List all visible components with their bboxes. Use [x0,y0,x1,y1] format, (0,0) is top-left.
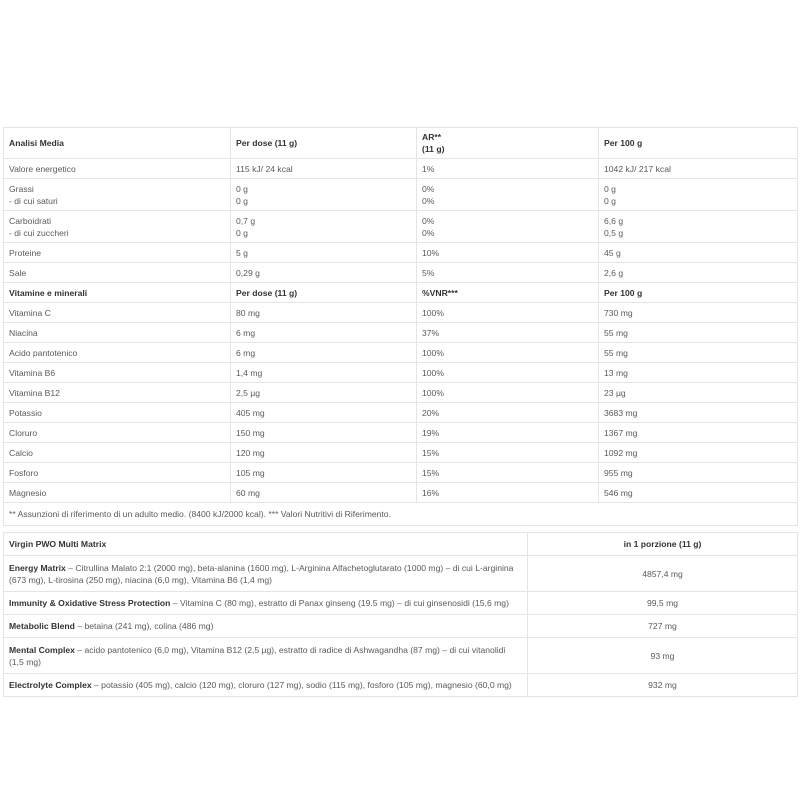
header-ar: AR** (11 g) [417,128,599,159]
vitamin-dose: 405 mg [231,403,417,423]
matrix-ingredients: – Vitamina C (80 mg), estratto di Panax ginseng (19.5 mg) – di cui ginsenosidi (15,6 mg) [170,598,509,608]
header-vitamins: Vitamine e minerali [4,283,231,303]
table-row [4,403,798,423]
vitamin-vnr: 100% [417,383,599,403]
nutrient-per100: 0 g 0 g [599,179,798,211]
vitamin-per100: 730 mg [599,303,798,323]
nutrient-dose: 0,29 g [231,263,417,283]
header-per-100g: Per 100 g [599,283,798,303]
nutrient-per100: 2,6 g [599,263,798,283]
header-per-100g: Per 100 g [599,128,798,159]
table-row [4,243,798,263]
matrix-description [4,556,528,592]
table-row [4,556,798,592]
vitamin-dose: 1,4 mg [231,363,417,383]
nutrition-header-row [4,128,798,159]
nutrient-label: Valore energetico [4,159,231,179]
matrix-ingredients: – betaina (241 mg), colina (486 mg) [74,621,214,631]
vitamin-per100: 546 mg [599,483,798,503]
header-per-dose: Per dose (11 g) [231,283,417,303]
matrix-description [4,615,528,638]
table-row [4,423,798,443]
nutrient-dose: 0 g 0 g [231,179,417,211]
table-row [4,483,798,503]
matrix-name: Metabolic Blend [9,621,75,631]
vitamin-label: Potassio [4,403,231,423]
vitamin-dose: 60 mg [231,483,417,503]
nutrient-ar: 5% [417,263,599,283]
table-row [4,443,798,463]
vitamin-per100: 1092 mg [599,443,798,463]
vitamin-label: Acido pantotenico [4,343,231,363]
nutrient-per100: 45 g [599,243,798,263]
vitamin-per100: 55 mg [599,323,798,343]
vitamin-per100: 3683 mg [599,403,798,423]
table-row [4,615,798,638]
vitamin-label: Calcio [4,443,231,463]
vitamin-vnr: 15% [417,443,599,463]
vitamin-label: Cloruro [4,423,231,443]
vitamin-dose: 6 mg [231,343,417,363]
vitamin-dose: 105 mg [231,463,417,483]
matrix-value: 99,5 mg [528,592,798,615]
matrix-name: Immunity & Oxidative Stress Protection [9,598,171,608]
matrix-ingredients: – potassio (405 mg), calcio (120 mg), cloruro (127 mg), sodio (115 mg), fosforo (105 mg), magnesio (60,0 mg) [91,680,512,690]
nutrient-dose: 0,7 g 0 g [231,211,417,243]
table-row [4,463,798,483]
matrix-table [3,532,798,697]
matrix-name: Energy Matrix [9,562,66,573]
nutrient-label: Carboidrati - di cui zuccheri [4,211,231,243]
vitamin-label: Vitamina B6 [4,363,231,383]
vitamin-vnr: 37% [417,323,599,343]
table-row [4,383,798,403]
vitamin-vnr: 16% [417,483,599,503]
matrix-value: 93 mg [528,638,798,674]
nutrient-ar: 10% [417,243,599,263]
table-row [4,674,798,697]
table-row [4,592,798,615]
vitamin-label: Niacina [4,323,231,343]
vitamin-vnr: 19% [417,423,599,443]
vitamin-dose: 120 mg [231,443,417,463]
vitamin-label: Vitamina B12 [4,383,231,403]
table-row [4,303,798,323]
matrix-name: Mental Complex [9,644,75,655]
matrix-description [4,674,528,697]
matrix-description [4,638,528,674]
nutrient-ar: 1% [417,159,599,179]
vitamin-vnr: 100% [417,343,599,363]
nutrient-label: Proteine [4,243,231,263]
header-analysis: Analisi Media [4,128,231,159]
vitamin-label: Fosforo [4,463,231,483]
vitamin-vnr: 100% [417,303,599,323]
nutrient-per100: 1042 kJ/ 217 kcal [599,159,798,179]
nutrient-ar: 0% 0% [417,211,599,243]
table-row [4,159,798,179]
vitamin-vnr: 100% [417,363,599,383]
vitamin-per100: 955 mg [599,463,798,483]
vitamin-per100: 55 mg [599,343,798,363]
matrix-value: 932 mg [528,674,798,697]
matrix-value: 4857,4 mg [528,556,798,592]
matrix-ingredients: – acido pantotenico (6,0 mg), Vitamina B12 (2,5 µg), estratto di radice di Ashwagandha (87 mg) – di cui vitanolidi (1,5 mg) [9,644,506,667]
table-row [4,363,798,383]
vitamin-dose: 6 mg [231,323,417,343]
matrix-ingredients: – Citrullina Malato 2:1 (2000 mg), beta-alanina (1600 mg), L-Arginina Alfachetoglutarato (1000 mg) – di cui L-arginina (673 mg), L-tirosina (250 mg), niacina (6,0 mg), Vitamina B6 (1,4 mg) [9,562,514,585]
nutrient-per100: 6,6 g 0,5 g [599,211,798,243]
vitamin-dose: 80 mg [231,303,417,323]
vitamin-vnr: 15% [417,463,599,483]
vitamin-dose: 2,5 µg [231,383,417,403]
header-vnr: %VNR*** [417,283,599,303]
table-row [4,211,798,243]
vitamin-label: Magnesio [4,483,231,503]
matrix-value: 727 mg [528,615,798,638]
matrix-name: Electrolyte Complex [9,680,92,690]
vitamin-label: Vitamina C [4,303,231,323]
table-row [4,179,798,211]
nutrition-facts [3,127,797,697]
vitamin-per100: 13 mg [599,363,798,383]
matrix-header-serving: in 1 porzione (11 g) [528,533,798,556]
vitamin-per100: 23 µg [599,383,798,403]
table-row [4,323,798,343]
matrix-header-row [4,533,798,556]
nutrient-dose: 5 g [231,243,417,263]
nutrient-label: Sale [4,263,231,283]
nutrient-ar: 0% 0% [417,179,599,211]
nutrition-table [3,127,798,526]
vitamin-per100: 1367 mg [599,423,798,443]
header-per-dose: Per dose (11 g) [231,128,417,159]
matrix-description [4,592,528,615]
vitamin-vnr: 20% [417,403,599,423]
nutrient-dose: 115 kJ/ 24 kcal [231,159,417,179]
table-row [4,343,798,363]
vitamins-header-row [4,283,798,303]
table-row [4,263,798,283]
nutrient-label: Grassi - di cui saturi [4,179,231,211]
footnote: ** Assunzioni di riferimento di un adulto medio. (8400 kJ/2000 kcal). *** Valori Nutritivi di Riferimento. [4,503,798,526]
table-row [4,638,798,674]
vitamin-dose: 150 mg [231,423,417,443]
matrix-header-title: Virgin PWO Multi Matrix [4,533,528,556]
footnote-row [4,503,798,526]
